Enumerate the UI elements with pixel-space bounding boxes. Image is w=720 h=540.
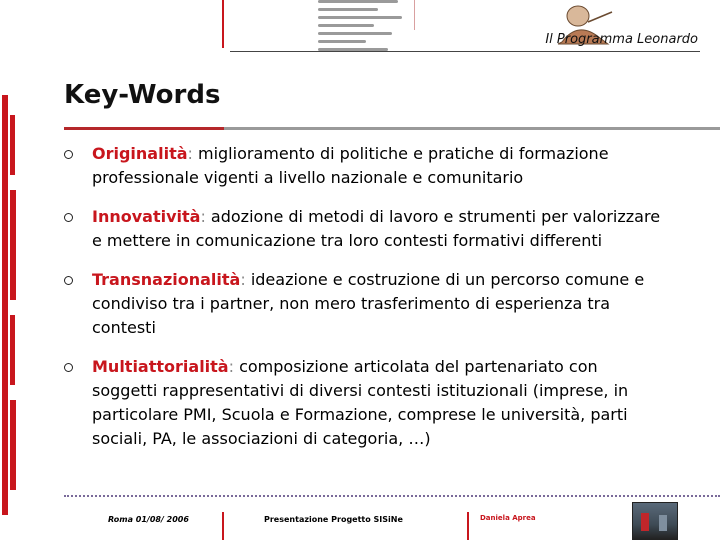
footer-divider	[222, 512, 224, 540]
footer-divider	[467, 512, 469, 540]
bullet-icon	[64, 213, 73, 222]
footer-thumbnail-image	[632, 502, 678, 540]
bullet-icon	[64, 276, 73, 285]
program-title: Il Programma Leonardo	[545, 32, 698, 47]
header-underline	[230, 51, 700, 52]
left-decorative-strip	[0, 95, 18, 515]
list-item	[64, 142, 664, 190]
header-divider-line	[222, 0, 224, 48]
bullet-icon	[64, 150, 73, 159]
keyword-list	[64, 142, 664, 451]
footer-presentation: Presentazione Progetto SISiNe	[264, 515, 403, 524]
keyword-separator: :	[200, 207, 206, 226]
list-item	[64, 268, 664, 340]
keyword-description: ideazione e costruzione di un percorso comune e condiviso tra i partner, non mero trasferimento di esperienza tra contesti	[92, 270, 645, 337]
keyword: Multiattorialità	[92, 357, 229, 376]
keyword: Transnazionalità	[92, 270, 241, 289]
keyword-description: composizione articolata del partenariato con soggetti rappresentativi di diversi contesti istituzionali (imprese, in particolare PMI, Scuola e Formazione, comprese le università, parti sociali, PA, le associazioni di categoria, …)	[92, 357, 629, 448]
keyword: Innovatività	[92, 207, 201, 226]
header-divider-line-thin	[414, 0, 415, 30]
list-item	[64, 355, 664, 451]
list-item	[64, 205, 664, 253]
page-title: Key-Words	[64, 80, 221, 110]
header-hatch-graphic	[318, 0, 408, 62]
footer-author: Daniela Aprea	[480, 514, 536, 522]
footer-rule	[64, 495, 720, 497]
keyword-separator: :	[187, 144, 193, 163]
bullet-icon	[64, 363, 73, 372]
footer-date: Roma 01/08/ 2006	[108, 515, 189, 524]
keyword-description: miglioramento di politiche e pratiche di formazione professionale vigenti a livello nazionale e comunitario	[92, 144, 609, 187]
keyword: Originalità	[92, 144, 188, 163]
keyword-separator: :	[228, 357, 234, 376]
title-rule-accent	[64, 127, 224, 130]
keyword-description: adozione di metodi di lavoro e strumenti per valorizzare e mettere in comunicazione tra loro contesti formativi differenti	[92, 207, 661, 250]
keyword-separator: :	[240, 270, 246, 289]
